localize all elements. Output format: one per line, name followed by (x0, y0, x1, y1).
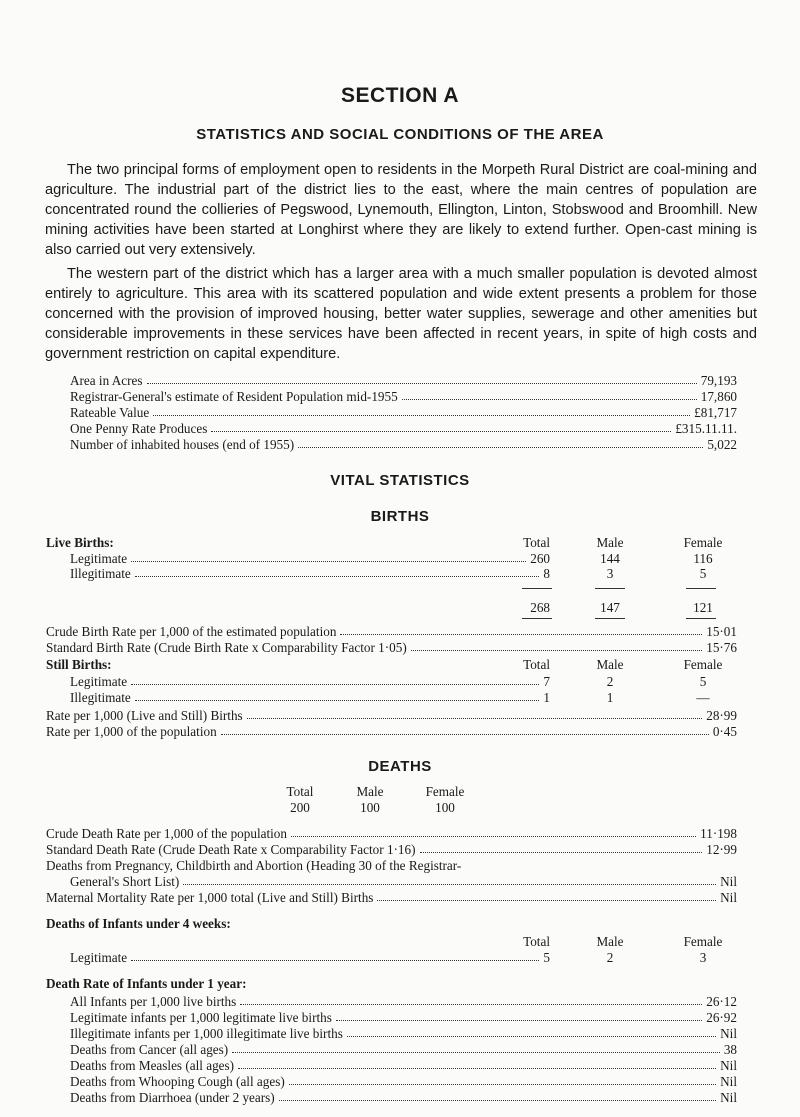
row-label: Crude Death Rate per 1,000 of the population (46, 826, 287, 841)
row-label: Illegitimate (70, 566, 131, 581)
totals-female: 121 (693, 600, 713, 615)
row-male: 144 (600, 551, 620, 566)
col-total: Total (286, 784, 314, 799)
row-label: Standard Birth Rate (Crude Birth Rate x Comparability Factor 1·05) (46, 640, 407, 655)
row-value: Nil (720, 1074, 737, 1089)
row-male: 2 (606, 950, 614, 965)
still-rate-row (46, 724, 737, 740)
col-total: Total (523, 934, 550, 949)
death-rate-row (46, 842, 737, 858)
col-female: Female (683, 934, 723, 949)
divider (686, 588, 716, 589)
area-stat-row (70, 389, 737, 405)
totals-male: 147 (600, 600, 620, 615)
vital-statistics-heading: VITAL STATISTICS (330, 472, 470, 489)
row-value: 26·92 (706, 1010, 737, 1025)
col-total: Total (523, 657, 550, 672)
row-total: 8 (543, 566, 550, 581)
divider (595, 588, 625, 589)
row-value: 0·45 (712, 724, 737, 739)
area-stat-label: Registrar-General's estimate of Resident Population mid-1955 (70, 389, 398, 404)
table-row (70, 674, 550, 690)
row-label: General's Short List) (70, 874, 180, 889)
row-value: 28·99 (706, 708, 737, 723)
col-total: Total (523, 535, 550, 550)
row-female: 5 (699, 566, 707, 581)
col-male: Male (356, 784, 384, 799)
row-total: 7 (543, 674, 550, 689)
row-value: Nil (720, 1090, 737, 1105)
totals-total: 268 (530, 600, 550, 615)
still-births-heading: Still Births: (46, 657, 112, 672)
area-stat-row (70, 405, 737, 421)
row-value: 12·99 (706, 842, 737, 857)
live-births-heading: Live Births: (46, 535, 114, 550)
infant-rate-row (70, 1042, 737, 1058)
row-male: 3 (606, 566, 614, 581)
infant-rate-row (70, 1026, 737, 1042)
row-label: All Infants per 1,000 live births (70, 994, 237, 1009)
divider (595, 618, 625, 619)
area-stat-label: Area in Acres (70, 373, 143, 388)
row-label: Rate per 1,000 (Live and Still) Births (46, 708, 243, 723)
row-label: Crude Birth Rate per 1,000 of the estimated population (46, 624, 337, 639)
births-heading: BIRTHS (370, 508, 430, 525)
divider (686, 618, 716, 619)
row-total: 5 (543, 950, 550, 965)
deaths-heading: DEATHS (368, 758, 432, 775)
row-label: Rate per 1,000 of the population (46, 724, 217, 739)
row-label: Legitimate (70, 674, 128, 689)
area-stat-row (70, 373, 737, 389)
birth-rate-row (46, 640, 737, 656)
col-male: Male (596, 934, 624, 949)
still-rate-row (46, 708, 737, 724)
row-label: Maternal Mortality Rate per 1,000 total (Live and Still) Births (46, 890, 374, 905)
infant-rate-heading: Death Rate of Infants under 1 year: (46, 976, 247, 991)
area-stat-value: 17,860 (700, 389, 737, 404)
row-label: Legitimate (70, 551, 128, 566)
row-label: Deaths from Measles (all ages) (70, 1058, 235, 1073)
table-row (70, 566, 550, 582)
infant-rate-row (70, 1058, 737, 1074)
row-label: Deaths from Diarrhoea (under 2 years) (70, 1090, 275, 1105)
area-stat-value: 79,193 (700, 373, 737, 388)
area-stat-row (70, 437, 737, 453)
infant-rate-row (70, 1010, 737, 1026)
area-stat-value: £81,717 (694, 405, 737, 420)
col-female: Female (683, 657, 723, 672)
infants-4wk-heading: Deaths of Infants under 4 weeks: (46, 916, 231, 931)
row-value: Nil (720, 890, 737, 905)
col-female: Female (425, 784, 465, 799)
deaths-total: 200 (290, 800, 310, 815)
death-rate-row (46, 826, 737, 842)
infant-rate-row (70, 1090, 737, 1106)
row-label: Deaths from Whooping Cough (all ages) (70, 1074, 285, 1089)
death-rate-row (70, 874, 737, 890)
row-value: 38 (723, 1042, 737, 1057)
row-value: 15·01 (706, 624, 737, 639)
row-female: — (696, 690, 710, 705)
row-label: Legitimate (70, 950, 128, 965)
row-value: Nil (720, 1026, 737, 1041)
row-label: Deaths from Cancer (all ages) (70, 1042, 229, 1057)
section-title: SECTION A (340, 84, 460, 107)
pregnancy-deaths-label: Deaths from Pregnancy, Childbirth and Abortion (Heading 30 of the Registrar- (46, 858, 462, 873)
birth-rate-row (46, 624, 737, 640)
divider (522, 588, 552, 589)
intro-paragraph-employment: The two principal forms of employment open to residents in the Morpeth Rural District are coal-mining and agriculture. The industrial part of the district lies to the east, where the main centres of population are concentrated round the collieries of Pegswood, Lynemouth, Ellington, Linton, Stobswood and Broomhill. New mining activities have been started at Longhirst where they are likely to extend further. Open-cast mining is also carried out very extensively. (45, 162, 757, 258)
infant-rate-row (70, 1074, 737, 1090)
section-subtitle: STATISTICS AND SOCIAL CONDITIONS OF THE AREA (196, 126, 604, 143)
area-stat-label: One Penny Rate Produces (70, 421, 208, 436)
row-value: Nil (720, 874, 737, 889)
area-stat-label: Rateable Value (70, 405, 150, 420)
col-male: Male (596, 657, 624, 672)
deaths-male: 100 (360, 800, 380, 815)
row-total: 1 (543, 690, 550, 705)
col-female: Female (683, 535, 723, 550)
row-value: 11·198 (700, 826, 737, 841)
col-male: Male (596, 535, 624, 550)
row-value: Nil (720, 1058, 737, 1073)
table-row (70, 551, 550, 567)
table-row (70, 950, 550, 966)
table-row (70, 690, 550, 706)
area-stat-row (70, 421, 737, 437)
infant-rate-row (70, 994, 737, 1010)
row-male: 1 (606, 690, 614, 705)
area-stat-value: 5,022 (707, 437, 737, 452)
row-value: 26·12 (706, 994, 737, 1009)
row-female: 116 (693, 551, 713, 566)
row-label: Illegitimate infants per 1,000 illegitimate live births (70, 1026, 343, 1041)
intro-paragraph-agriculture: The western part of the district which has a larger area with a much smaller population is devoted almost entirely to agriculture. This area with its scattered population and wide extent presents a problem for those concerned with the provision of improved housing, better water supplies, sewerage and other amenities but considerable improvements in these services have been affected in recent years, in spite of high costs and government restriction on capital expenditure. (45, 266, 757, 362)
row-female: 5 (699, 674, 707, 689)
row-label: Standard Death Rate (Crude Death Rate x Comparability Factor 1·16) (46, 842, 416, 857)
row-label: Illegitimate (70, 690, 131, 705)
row-female: 3 (699, 950, 707, 965)
row-total: 260 (530, 551, 550, 566)
divider (522, 618, 552, 619)
deaths-female: 100 (435, 800, 455, 815)
area-stat-value: £315.11.11. (675, 421, 737, 436)
row-value: 15·76 (706, 640, 737, 655)
row-male: 2 (606, 674, 614, 689)
death-rate-row (46, 890, 737, 906)
row-label: Legitimate infants per 1,000 legitimate live births (70, 1010, 332, 1025)
area-stat-label: Number of inhabited houses (end of 1955) (70, 437, 295, 452)
